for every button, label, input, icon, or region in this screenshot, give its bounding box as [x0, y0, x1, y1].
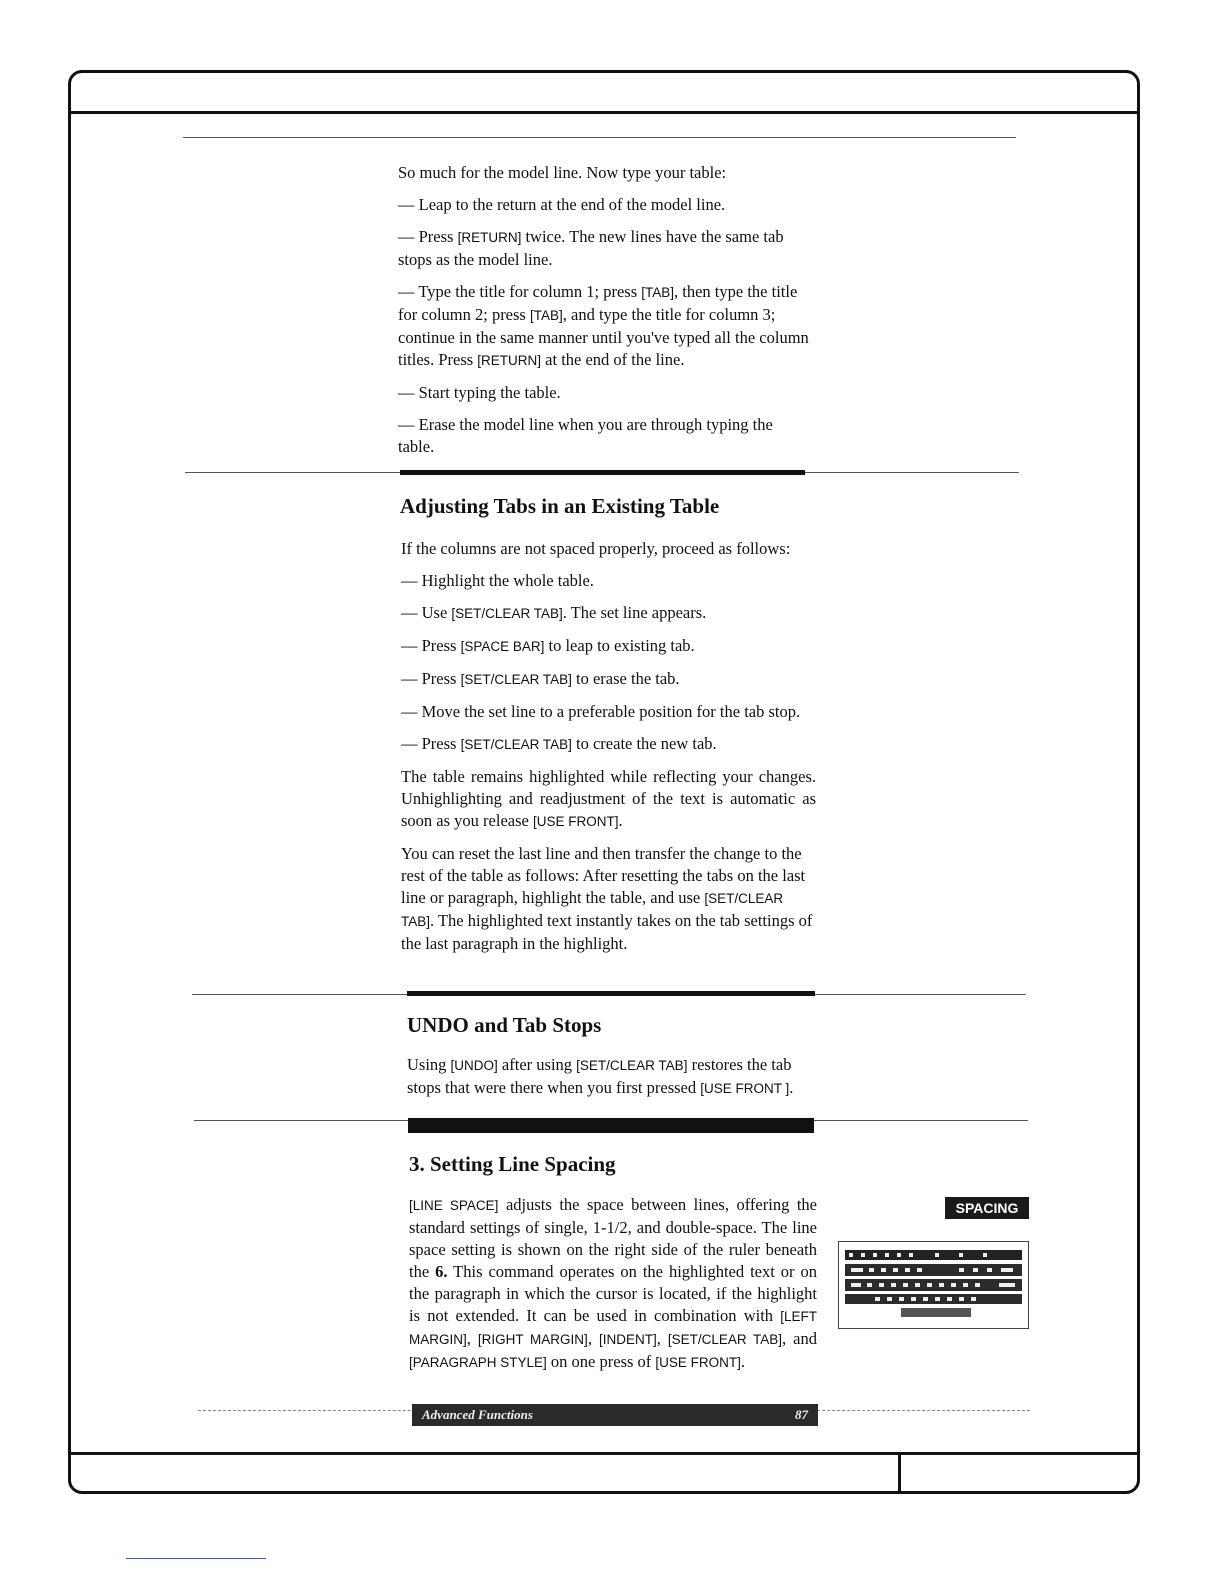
- key-name: [SET/CLEAR TAB]: [451, 606, 563, 621]
- paragraph: [398, 226, 813, 271]
- paragraph: [398, 281, 813, 372]
- heading-setting-line-spacing: 3. Setting Line Spacing: [409, 1152, 616, 1176]
- frame-footer-split: [898, 1455, 901, 1491]
- key-name: [UNDO]: [450, 1058, 498, 1073]
- section-rule-thick: [407, 991, 815, 996]
- key-name: [PARAGRAPH STYLE]: [409, 1355, 547, 1370]
- key-name: [USE FRONT]: [655, 1355, 741, 1370]
- text: , then type the title for column 2; press: [398, 282, 798, 324]
- key-name: [USE FRONT ]: [700, 1081, 790, 1096]
- text: after using: [497, 1055, 577, 1074]
- list-item: [401, 635, 816, 658]
- text: — Type the title for column 1; press: [398, 282, 642, 301]
- key-name: [SET/CLEAR TAB]: [576, 1058, 688, 1073]
- footer-section-title: Advanced Functions: [422, 1407, 533, 1422]
- heading-adjusting-tabs: Adjusting Tabs in an Existing Table: [400, 494, 720, 518]
- page-link-underline: [126, 1558, 266, 1559]
- text: 6.: [435, 1262, 448, 1281]
- text: — Press: [401, 636, 461, 655]
- section-rule-thick: [408, 1118, 814, 1133]
- text: , and type the title for column 3; continue in the same manner until you've typed all the column titles. Press: [398, 305, 809, 369]
- key-name: [TAB]: [641, 285, 675, 300]
- text: . The highlighted text instantly takes on the tab settings of the last paragraph in the highlight.: [401, 911, 813, 953]
- text: at the end of the line.: [541, 350, 685, 369]
- paragraph: If the columns are not spaced properly, proceed as follows:: [401, 539, 791, 558]
- text: This command operates on the highlighted text or on the paragraph in which the cursor is located, if the highlight is not extended. It can be used in combination with: [409, 1262, 817, 1325]
- text: You can reset the last line and then transfer the change to the rest of the table as follows: After resetting the tabs on the last line or paragraph, highlight the table, and use: [401, 844, 806, 907]
- list-item: [401, 602, 816, 625]
- text: — Use: [401, 603, 452, 622]
- key-name: [SET/CLEAR TAB]: [401, 891, 784, 929]
- paragraph: So much for the model line. Now type your table:: [398, 163, 727, 182]
- text: — Press: [398, 227, 458, 246]
- section-adjusting-tabs-text: [401, 538, 816, 965]
- text: , and: [782, 1329, 817, 1348]
- key-name: [SET/CLEAR TAB]: [460, 672, 572, 687]
- text: ,: [587, 1329, 599, 1348]
- key-name: [LINE SPACE]: [409, 1198, 499, 1213]
- paragraph: [401, 766, 816, 833]
- text: on one press of: [546, 1352, 656, 1371]
- spacing-key-label: SPACING: [945, 1197, 1029, 1219]
- keyboard-icon: [839, 1242, 1028, 1328]
- text: — Press: [401, 734, 461, 753]
- text: restores the tab stops that were there when you first pressed: [407, 1055, 792, 1097]
- text: twice. The new lines have the same tab stops as the model line.: [398, 227, 784, 269]
- paragraph: — Start typing the table.: [398, 383, 561, 402]
- key-name: [RETURN]: [457, 230, 522, 245]
- text: Using: [407, 1055, 451, 1074]
- key-name: [TAB]: [529, 308, 563, 323]
- paragraph: [407, 1054, 819, 1100]
- paragraph: [409, 1194, 817, 1374]
- frame-header-divider: [71, 111, 1137, 114]
- list-item: [401, 733, 816, 756]
- paragraph: — Leap to the return at the end of the model line.: [398, 195, 726, 214]
- page-number: 87: [795, 1407, 808, 1422]
- key-name: [USE FRONT]: [532, 814, 619, 829]
- text: .: [789, 1078, 794, 1097]
- paragraph: — Erase the model line when you are through typing the table.: [398, 415, 773, 456]
- key-name: [SPACE BAR]: [460, 639, 545, 654]
- text: to erase the tab.: [571, 669, 680, 688]
- key-name: [SET/CLEAR TAB]: [460, 737, 572, 752]
- section-undo-text: [407, 1054, 819, 1110]
- key-name: [INDENT]: [598, 1332, 657, 1347]
- text: to create the new tab.: [571, 734, 717, 753]
- footer-bar: [412, 1404, 818, 1426]
- section-rule: [183, 137, 1016, 138]
- section-rule-thick: [400, 470, 805, 475]
- text: . The set line appears.: [562, 603, 707, 622]
- section-model-line-text: [398, 162, 813, 468]
- section-line-spacing-text: [409, 1194, 817, 1384]
- list-item: — Move the set line to a preferable position for the tab stop.: [401, 702, 801, 721]
- keyboard-illustration: [838, 1241, 1029, 1329]
- key-name: [RETURN]: [477, 353, 542, 368]
- frame-footer-divider: [71, 1452, 1137, 1455]
- text: adjusts the space between lines, offering the standard settings of single, 1-1/2, and double-space. The line space setting is shown on the right side of the ruler beneath the: [409, 1195, 817, 1281]
- text: ,: [466, 1329, 478, 1348]
- list-item: [401, 668, 816, 691]
- text: .: [740, 1352, 746, 1371]
- key-name: [LEFT MARGIN]: [409, 1309, 817, 1347]
- paragraph: [401, 843, 816, 955]
- text: — Press: [401, 669, 461, 688]
- key-name: [SET/CLEAR TAB]: [667, 1332, 783, 1347]
- text: .: [618, 811, 623, 830]
- text: ,: [656, 1329, 668, 1348]
- list-item: — Highlight the whole table.: [401, 571, 594, 590]
- key-name: [RIGHT MARGIN]: [477, 1332, 588, 1347]
- heading-undo-tab-stops: UNDO and Tab Stops: [407, 1013, 602, 1037]
- text: The table remains highlighted while reflecting your changes. Unhighlighting and readjustment of the text is automatic as soon as you release: [401, 767, 816, 830]
- text: to leap to existing tab.: [544, 636, 695, 655]
